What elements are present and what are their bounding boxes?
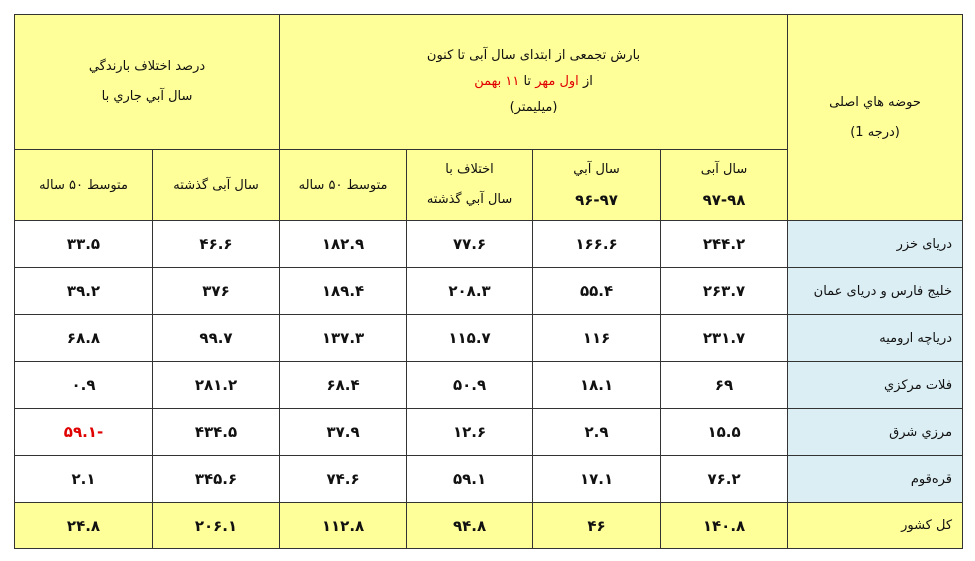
col-header-pct-prev: سال آبی گذشته xyxy=(153,150,280,221)
total-row xyxy=(15,503,963,549)
value-avg50: ۱۸۹.۴ xyxy=(280,268,407,315)
basin-name: درياچه اروميه xyxy=(788,315,963,362)
value-pct-prev: ۲۸۱.۲ xyxy=(153,362,280,409)
total-diff: ۹۴.۸ xyxy=(407,503,533,549)
value-diff: ۵۹.۱ xyxy=(407,456,533,503)
col-diff-line2: سال آبي گذشته xyxy=(426,192,513,207)
diff-group-title: درصد اختلاف بارندگي xyxy=(88,59,206,74)
total-label: کل کشور xyxy=(788,503,963,549)
value-pct-avg50: ۰.۹ xyxy=(15,362,153,409)
value-9697: ۱۱۶ xyxy=(533,315,661,362)
value-9697: ۱۸.۱ xyxy=(533,362,661,409)
value-9798: ۲۴۴.۲ xyxy=(661,221,788,268)
basin-name: قره‌قوم xyxy=(788,456,963,503)
range-start: اول مهر xyxy=(535,74,579,89)
table-row xyxy=(15,456,963,503)
range-prefix: از xyxy=(582,74,593,89)
col-9697-line1: سال آبي xyxy=(573,162,620,177)
basins-sub: (درجه 1) xyxy=(850,124,900,140)
value-avg50: ۱۸۲.۹ xyxy=(280,221,407,268)
value-pct-prev: ۳۷۶ xyxy=(153,268,280,315)
col-header-avg50: متوسط ۵۰ ساله xyxy=(280,150,407,221)
value-avg50: ۷۴.۶ xyxy=(280,456,407,503)
total-avg50: ۱۱۲.۸ xyxy=(280,503,407,549)
col-9798-line1: سال آبی xyxy=(700,162,748,177)
value-diff: ۷۷.۶ xyxy=(407,221,533,268)
col-9798-line2: ۹۷-۹۸ xyxy=(702,191,746,209)
value-9798: ۶۹ xyxy=(661,362,788,409)
value-pct-avg50: ۲.۱ xyxy=(15,456,153,503)
value-9697: ۲.۹ xyxy=(533,409,661,456)
value-avg50: ۱۳۷.۳ xyxy=(280,315,407,362)
range-mid: تا xyxy=(523,74,532,89)
table-row xyxy=(15,362,963,409)
rain-group-header xyxy=(280,15,788,150)
value-pct-avg50: ۳۹.۲ xyxy=(15,268,153,315)
rainfall-table xyxy=(14,14,963,549)
table-row xyxy=(15,315,963,362)
value-pct-prev: ۹۹.۷ xyxy=(153,315,280,362)
table-row xyxy=(15,409,963,456)
rain-group-title: بارش تجمعی از ابتدای سال آبی تا کنون xyxy=(426,48,641,63)
value-diff: ۲۰۸.۳ xyxy=(407,268,533,315)
total-9697: ۴۶ xyxy=(533,503,661,549)
value-diff: ۱۱۵.۷ xyxy=(407,315,533,362)
total-pct-avg50: ۲۴.۸ xyxy=(15,503,153,549)
range-end: ۱۱ بهمن xyxy=(474,74,520,89)
value-9697: ۵۵.۴ xyxy=(533,268,661,315)
col-diff-line1: اختلاف با xyxy=(445,162,494,177)
value-9798: ۷۶.۲ xyxy=(661,456,788,503)
total-9798: ۱۴۰.۸ xyxy=(661,503,788,549)
table-row xyxy=(15,268,963,315)
basin-name: فلات مرکزي xyxy=(788,362,963,409)
diff-group-sub: سال آبي جاري با xyxy=(101,89,193,104)
col-header-diff-prev xyxy=(407,150,533,221)
rainfall-table-container xyxy=(14,14,962,548)
diff-group-header xyxy=(15,15,280,150)
value-9697: ۱۷.۱ xyxy=(533,456,661,503)
value-pct-prev: ۴۶.۶ xyxy=(153,221,280,268)
table-row xyxy=(15,221,963,268)
value-pct-prev: ۳۴۵.۶ xyxy=(153,456,280,503)
value-pct-avg50-negative: -۵۹.۱ xyxy=(15,409,153,456)
rain-range xyxy=(280,69,787,95)
basins-label: حوضه هاي اصلی xyxy=(829,94,921,110)
basins-header xyxy=(788,15,963,221)
basin-name: خليج فارس و دريای عمان xyxy=(788,268,963,315)
value-diff: ۵۰.۹ xyxy=(407,362,533,409)
basin-name: مرزي شرق xyxy=(788,409,963,456)
value-avg50: ۳۷.۹ xyxy=(280,409,407,456)
rain-unit: (میلیمتر) xyxy=(509,100,558,115)
col-header-9798 xyxy=(661,150,788,221)
value-pct-avg50: ۶۸.۸ xyxy=(15,315,153,362)
total-pct-prev: ۲۰۶.۱ xyxy=(153,503,280,549)
value-avg50: ۶۸.۴ xyxy=(280,362,407,409)
col-9697-line2: ۹۶-۹۷ xyxy=(575,191,618,209)
value-9798: ۲۳۱.۷ xyxy=(661,315,788,362)
value-pct-avg50: ۳۳.۵ xyxy=(15,221,153,268)
col-header-9697 xyxy=(533,150,661,221)
value-9798: ۲۶۳.۷ xyxy=(661,268,788,315)
value-pct-prev: ۴۳۴.۵ xyxy=(153,409,280,456)
value-diff: ۱۲.۶ xyxy=(407,409,533,456)
basin-name: دريای خزر xyxy=(788,221,963,268)
col-header-pct-avg50: متوسط ۵۰ ساله xyxy=(15,150,153,221)
value-9697: ۱۶۶.۶ xyxy=(533,221,661,268)
value-9798: ۱۵.۵ xyxy=(661,409,788,456)
